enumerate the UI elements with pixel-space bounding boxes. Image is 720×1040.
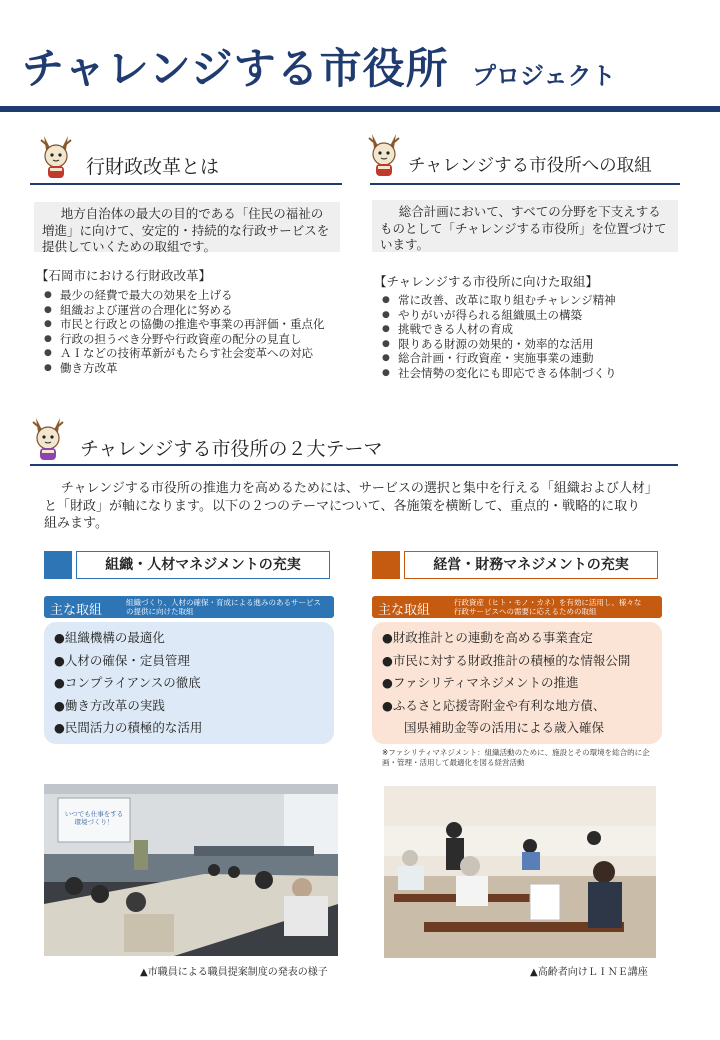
list-title-challenge: 【チャレンジする市役所に向けた取組】 (374, 274, 599, 289)
main-efforts-desc: 組織づくり、人材の確保・育成による進みのあるサービスの提供に向けた取組 (126, 598, 321, 616)
list-item: ● ＡＩなどの技術革新がもたらす社会変革への対応 (42, 346, 325, 361)
photo-caption-right: ▲高齢者向けＬＩＮＥ講座 (530, 967, 648, 978)
theme-marker-right (372, 551, 400, 579)
list-item: ● 挑戦できる人材の育成 (380, 322, 617, 337)
list-item: ●人材の確保・定員管理 (54, 652, 190, 668)
theme-list-left (54, 627, 202, 740)
theme-title-box-right (404, 551, 658, 579)
list-item: ● 組織および運営の合理化に努める (42, 303, 325, 318)
section-rule (370, 183, 680, 185)
main-efforts-desc: 行政資産（ヒト・モノ・カネ）を有効に活用し、様々な行政サービスへの需要に応えるための取組 (454, 598, 642, 616)
main-efforts-label: 主な取組 (378, 603, 431, 618)
title-underline (0, 106, 720, 112)
mascot-icon (28, 414, 68, 464)
photo-staff-presentation (44, 784, 338, 956)
list-item: ● 市民と行政との協働の推進や事業の再評価・重点化 (42, 317, 325, 332)
themes-intro: チャレンジする市役所の推進力を高めるためには、サービスの選択と集中を行える「組織および人材」と「財政」が軸になります。以下の２つのテーマについて、各施策を横断して、重点的・戦略的に取り組みます。 (44, 481, 652, 531)
list-item: ● 働き方改革 (42, 361, 325, 376)
list-item: ● やりがいが得られる組織風土の構築 (380, 308, 617, 323)
list-item: ●働き方改革の実践 (54, 697, 165, 713)
section-intro-challenge: 総合計画において、すべての分野を下支えするものとして「チャレンジする市役所」を位置づけています。 (372, 200, 678, 252)
mascot-icon (364, 130, 404, 180)
list-item: ●組織機構の最適化 (54, 630, 165, 645)
main-efforts-bar-left (44, 596, 334, 618)
presentation-screen-text: いつでも仕事をする環境づくり！ (64, 810, 124, 826)
photo-caption-left: ▲市職員による職員提案制度の発表の様子 (140, 967, 328, 978)
list-item: ● 総合計画・行政資産・実施事業の連動 (380, 351, 617, 366)
list-item: ●民間活力の積極的な活用 (54, 720, 203, 735)
list-challenge-efforts (380, 293, 617, 380)
theme-panel-right (372, 622, 662, 744)
photo-line-seminar (384, 786, 656, 958)
list-item: ● 常に改善、改革に取り組むチャレンジ精神 (380, 293, 617, 308)
facility-note: ※ファシリティマネジメント：組織活動のために、施設とその環境を総合的に企画・管理・活用して最適化を図る経営活動 (382, 748, 650, 767)
list-item: ● 限りある財源の効果的・効率的な活用 (380, 337, 617, 352)
theme-list-right (382, 627, 630, 740)
section-heading-themes: チャレンジする市役所の２大テーマ (80, 438, 383, 460)
list-item: ● 最少の経費で最大の効果を上げる (42, 288, 325, 303)
list-item: ● 行政の担うべき分野や行政資産の配分の見直し (42, 332, 325, 347)
list-item: ●コンプライアンスの徹底 (54, 675, 201, 690)
theme-marker-left (44, 551, 72, 579)
list-item: ●市民に対する財政推計の積極的な情報公開 (382, 652, 631, 668)
section-heading-gyouzaisei: 行財政改革とは (86, 156, 220, 178)
list-item: ●財政推計との連動を高める事業査定 (382, 630, 593, 645)
section-intro-gyouzaisei: 地方自治体の最大の目的である「住民の福祉の増進」に向けて、安定的・持続的な行政サービスを提供していくための取組です。 (34, 202, 340, 252)
page-title: チャレンジする市役所 (22, 44, 449, 93)
main-efforts-label: 主な取組 (50, 603, 103, 618)
list-item: ●ファシリティマネジメントの推進 (382, 675, 579, 690)
theme-title-right: 経営・財務マネジメントの充実 (433, 557, 629, 573)
list-title-ishioka: 【石岡市における行財政改革】 (36, 268, 212, 283)
mascot-icon (36, 132, 76, 182)
section-rule (30, 464, 678, 466)
page-subtitle: プロジェクト (472, 62, 616, 90)
main-efforts-bar-right (372, 596, 662, 618)
list-item: ●ふるさと応援寄附金や有利な地方債、 (382, 697, 606, 713)
list-item: 国県補助金等の活用による歳入確保 (404, 720, 605, 735)
list-item: ● 社会情勢の変化にも即応できる体制づくり (380, 366, 617, 381)
list-ishioka-reforms (42, 288, 325, 375)
theme-title-box-left (76, 551, 330, 579)
section-rule (30, 183, 342, 185)
section-heading-challenge: チャレンジする市役所への取組 (408, 156, 652, 176)
theme-panel-left (44, 622, 334, 744)
theme-title-left: 組織・人材マネジメントの充実 (105, 557, 301, 573)
